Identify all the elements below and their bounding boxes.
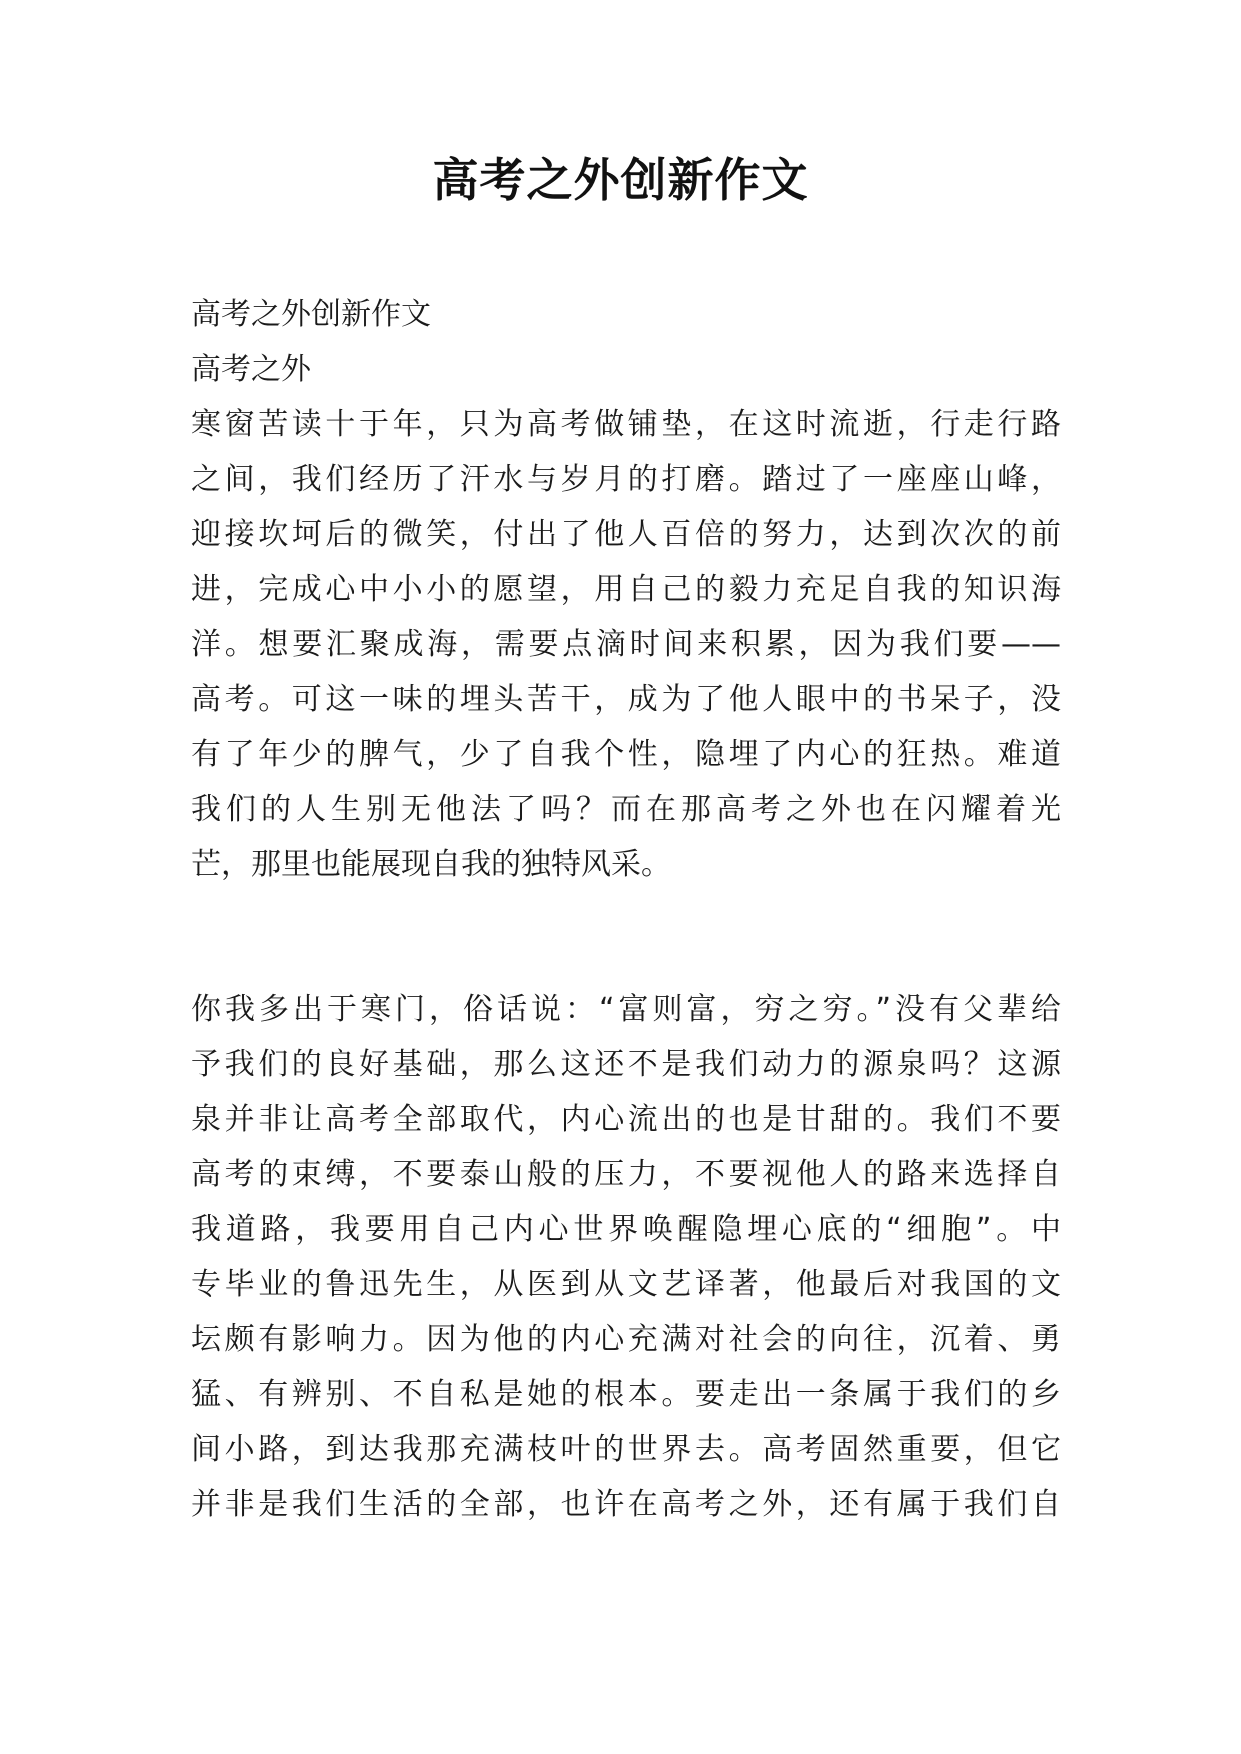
- text-line: 芒，那里也能展现自我的独特风采。: [191, 847, 671, 882]
- paragraph-2: [191, 982, 1061, 1532]
- paragraph-1: [191, 397, 1061, 892]
- section-heading: 高考之外: [191, 352, 311, 387]
- text-line: 泉并非让高考全部取代，内心流出的也是甘甜的。我们不要: [191, 1102, 1061, 1137]
- text-line: 有了年少的脾气，少了自我个性，隐埋了内心的狂热。难道: [191, 737, 1061, 772]
- text-line: 高考。可这一味的埋头苦干，成为了他人眼中的书呆子，没: [191, 682, 1061, 717]
- text-line: 寒窗苦读十于年，只为高考做铺垫，在这时流逝，行走行路: [191, 407, 1061, 442]
- text-line: 你我多出于寒门，俗话说：“富则富，穷之穷。”没有父辈给: [191, 992, 1061, 1027]
- document-subtitle: 高考之外创新作文: [191, 297, 431, 332]
- text-line: 进，完成心中小小的愿望，用自己的毅力充足自我的知识海: [191, 572, 1061, 607]
- text-line: 并非是我们生活的全部，也许在高考之外，还有属于我们自: [191, 1487, 1061, 1522]
- text-line: 坛颇有影响力。因为他的内心充满对社会的向往，沉着、勇: [191, 1322, 1061, 1357]
- paragraph-spacer: [191, 892, 1061, 982]
- text-line: 予我们的良好基础，那么这还不是我们动力的源泉吗？这源: [191, 1047, 1061, 1082]
- text-line: 我们的人生别无他法了吗？而在那高考之外也在闪耀着光: [191, 792, 1061, 827]
- document-title: 高考之外创新作文: [432, 153, 809, 207]
- text-line: 洋。想要汇聚成海，需要点滴时间来积累，因为我们要——: [191, 627, 1061, 662]
- text-line: 高考的束缚，不要泰山般的压力，不要视他人的路来选择自: [191, 1157, 1061, 1192]
- text-line: 之间，我们经历了汗水与岁月的打磨。踏过了一座座山峰，: [191, 462, 1061, 497]
- text-line: 专毕业的鲁迅先生，从医到从文艺译著，他最后对我国的文: [191, 1267, 1061, 1302]
- document-body: [191, 287, 1061, 1532]
- text-line: 我道路，我要用自己内心世界唤醒隐埋心底的“细胞”。中: [191, 1212, 1061, 1247]
- text-line: 迎接坎坷后的微笑，付出了他人百倍的努力，达到次次的前: [191, 517, 1061, 552]
- text-line: 猛、有辨别、不自私是她的根本。要走出一条属于我们的乡: [191, 1377, 1061, 1412]
- text-line: 间小路，到达我那充满枝叶的世界去。高考固然重要，但它: [191, 1432, 1061, 1467]
